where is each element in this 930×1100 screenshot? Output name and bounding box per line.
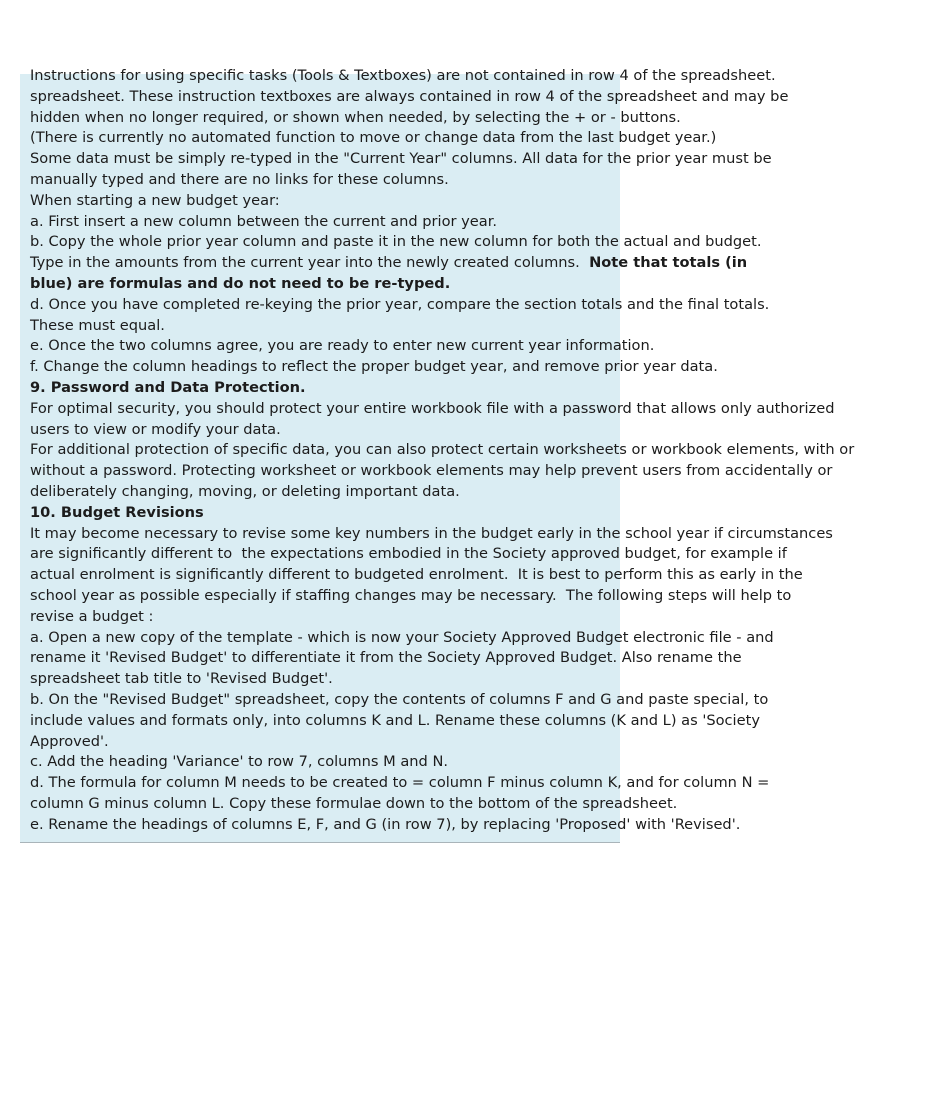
text-line: a. Open a new copy of the template - which is now your Society Approved Budget electronic file - and xyxy=(30,628,774,646)
text-line: Approved'. xyxy=(30,732,109,750)
text-line: spreadsheet tab title to 'Revised Budget'. xyxy=(30,670,333,688)
bold-note-text: blue) are formulas and do not need to be re-typed. xyxy=(30,274,451,292)
text-line xyxy=(30,253,930,274)
text-line: school year as possible especially if staffing changes may be necessary. The following steps will help to xyxy=(30,586,792,604)
text-line: d. Once you have completed re-keying the prior year, compare the section totals and the final totals. xyxy=(30,295,770,313)
bold-note-text: Note that totals (in xyxy=(589,254,748,272)
text-line: e. Once the two columns agree, you are ready to enter new current year information. xyxy=(30,337,655,355)
text-line: a. First insert a new column between the current and prior year. xyxy=(30,212,498,230)
section-heading: 9. Password and Data Protection. xyxy=(30,378,306,396)
text-line: actual enrolment is significantly different to budgeted enrolment. It is best to perform this as early in the xyxy=(30,566,803,584)
text-line: b. Copy the whole prior year column and paste it in the new column for both the actual and budget. xyxy=(30,233,762,251)
instructions-textbox xyxy=(20,67,855,843)
section-heading: 10. Budget Revisions xyxy=(30,503,204,521)
text-line: include values and formats only, into columns K and L. Rename these columns (K and L) as 'Society xyxy=(30,711,760,729)
text-line: It may become necessary to revise some key numbers in the budget early in the school year if circumstances xyxy=(30,524,833,542)
text-line: Some data must be simply re-typed in the "Current Year" columns. All data for the prior year must be xyxy=(30,150,772,168)
text-line: d. The formula for column M needs to be created to = column F minus column K, and for column N = xyxy=(30,774,770,792)
text-line: without a password. Protecting worksheet or workbook elements may help prevent users from accidentally or xyxy=(30,462,833,480)
text-line: For optimal security, you should protect your entire workbook file with a password that allows only authorized xyxy=(30,399,835,417)
text-line: b. On the "Revised Budget" spreadsheet, copy the contents of columns F and G and paste special, to xyxy=(30,690,769,708)
text-line: For additional protection of specific data, you can also protect certain worksheets or workbook elements, with or xyxy=(30,441,855,459)
text-line: e. Rename the headings of columns E, F, and G (in row 7), by replacing 'Proposed' with 'Revised'. xyxy=(30,815,741,833)
text-line: Instructions for using specific tasks (Tools & Textboxes) are not contained in row 4 of the spreadsheet. xyxy=(30,67,776,84)
text-line: hidden when no longer required, or shown when needed, by selecting the + or - buttons. xyxy=(30,108,681,126)
text-line: manually typed and there are no links for these columns. xyxy=(30,170,449,188)
text-line: These must equal. xyxy=(30,316,165,334)
text-line: revise a budget : xyxy=(30,607,154,625)
text-line: deliberately changing, moving, or deleting important data. xyxy=(30,482,460,500)
text-line: (There is currently no automated function to move or change data from the last budget year.) xyxy=(30,129,717,147)
text-line: users to view or modify your data. xyxy=(30,420,281,438)
text-line: are significantly different to the expectations embodied in the Society approved budget, for example if xyxy=(30,545,787,563)
text-line: column G minus column L. Copy these formulae down to the bottom of the spreadsheet. xyxy=(30,794,678,812)
text-line: c. Add the heading 'Variance' to row 7, columns M and N. xyxy=(30,753,449,771)
text-line: f. Change the column headings to reflect the proper budget year, and remove prior year data. xyxy=(30,358,718,376)
text-line: spreadsheet. These instruction textboxes are always contained in row 4 of the spreadsheet and may be xyxy=(30,87,789,105)
text-span: Type in the amounts from the current year into the newly created columns. xyxy=(30,254,590,272)
instructions-text xyxy=(30,66,930,835)
text-line: When starting a new budget year: xyxy=(30,191,280,209)
text-line: rename it 'Revised Budget' to differentiate it from the Society Approved Budget. Also rename the xyxy=(30,649,742,667)
